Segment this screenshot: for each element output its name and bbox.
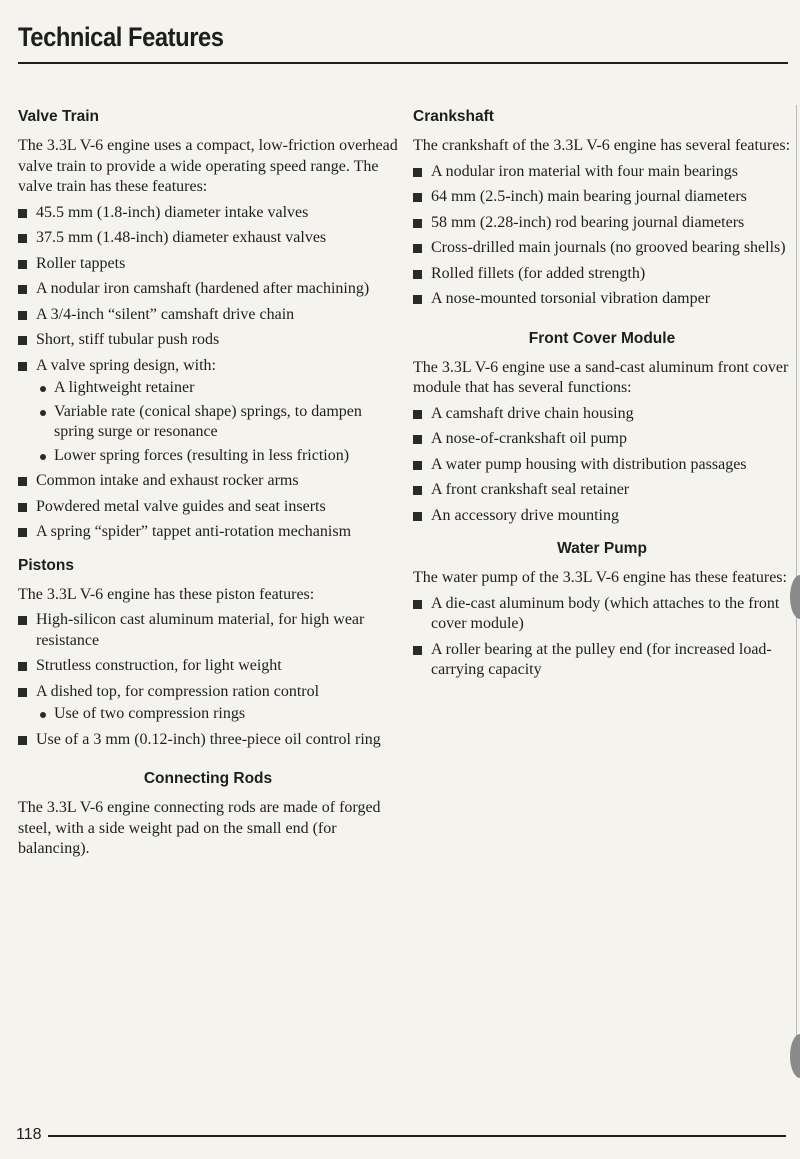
crankshaft-heading: Crankshaft bbox=[413, 108, 494, 125]
square-bullet-icon bbox=[18, 260, 27, 269]
list-item: Common intake and exhaust rocker arms bbox=[18, 471, 398, 492]
square-bullet-icon bbox=[18, 336, 27, 345]
square-bullet-icon bbox=[18, 311, 27, 320]
page-number: 118 bbox=[16, 1126, 42, 1143]
sub-list-item: Variable rate (conical shape) springs, to dampen spring surge or resonance bbox=[36, 402, 398, 443]
valve-train-heading: Valve Train bbox=[18, 108, 99, 125]
round-bullet-icon bbox=[40, 454, 46, 460]
list-item: A nose-of-crankshaft oil pump bbox=[413, 429, 791, 450]
crankshaft-intro: The crankshaft of the 3.3L V-6 engine has several features: bbox=[413, 137, 791, 154]
square-bullet-icon bbox=[413, 193, 422, 202]
square-bullet-icon bbox=[413, 646, 422, 655]
binder-hole-icon bbox=[790, 575, 800, 619]
list-item: High-silicon cast aluminum material, for high wear resistance bbox=[18, 610, 398, 651]
crankshaft-list bbox=[413, 162, 791, 310]
square-bullet-icon bbox=[413, 435, 422, 444]
square-bullet-icon bbox=[18, 477, 27, 486]
list-item: A valve spring design, with: A lightweight retainer Variable rate (conical shape) springs, to dampen spring surge or resonance Lower spring forces (resulting in less friction) bbox=[18, 356, 398, 467]
right-column bbox=[413, 107, 791, 686]
square-bullet-icon bbox=[413, 486, 422, 495]
connecting-rods-text: The 3.3L V-6 engine connecting rods are made of forged steel, with a side weight pad on the small end (for balancing). bbox=[18, 799, 381, 857]
list-item: An accessory drive mounting bbox=[413, 506, 791, 527]
square-bullet-icon bbox=[18, 736, 27, 745]
page-title: Technical Features bbox=[18, 22, 224, 52]
round-bullet-icon bbox=[40, 410, 46, 416]
list-item: A front crankshaft seal retainer bbox=[413, 480, 791, 501]
dished-top-sublist bbox=[36, 704, 398, 725]
square-bullet-icon bbox=[18, 503, 27, 512]
list-item: 45.5 mm (1.8-inch) diameter intake valves bbox=[18, 203, 398, 224]
front-cover-list bbox=[413, 404, 791, 527]
list-item: A nodular iron camshaft (hardened after machining) bbox=[18, 279, 398, 300]
square-bullet-icon bbox=[18, 528, 27, 537]
list-item: Rolled fillets (for added strength) bbox=[413, 264, 791, 285]
left-column bbox=[18, 107, 398, 865]
list-item: A 3/4-inch “silent” camshaft drive chain bbox=[18, 305, 398, 326]
title-rule bbox=[18, 62, 788, 64]
valve-train-intro: The 3.3L V-6 engine uses a compact, low-friction overhead valve train to provide a wide operating speed range. The valve train has these features: bbox=[18, 137, 398, 195]
round-bullet-icon bbox=[40, 712, 46, 718]
pistons-heading: Pistons bbox=[18, 556, 74, 574]
list-item: A nodular iron material with four main bearings bbox=[413, 162, 791, 183]
square-bullet-icon bbox=[413, 461, 422, 470]
square-bullet-icon bbox=[413, 219, 422, 228]
list-item: Strutless construction, for light weight bbox=[18, 656, 398, 677]
square-bullet-icon bbox=[18, 616, 27, 625]
connecting-rods-heading: Connecting Rods bbox=[143, 770, 273, 787]
square-bullet-icon bbox=[413, 270, 422, 279]
sub-list-item: A lightweight retainer bbox=[36, 378, 398, 399]
footer-rule bbox=[48, 1135, 786, 1137]
sub-list-item: Lower spring forces (resulting in less friction) bbox=[36, 446, 398, 467]
sub-list-item: Use of two compression rings bbox=[36, 704, 398, 725]
square-bullet-icon bbox=[413, 410, 422, 419]
square-bullet-icon bbox=[413, 168, 422, 177]
pistons-intro: The 3.3L V-6 engine has these piston features: bbox=[18, 585, 315, 603]
list-item: Short, stiff tubular push rods bbox=[18, 330, 398, 351]
list-item: A camshaft drive chain housing bbox=[413, 404, 791, 425]
square-bullet-icon bbox=[18, 234, 27, 243]
water-pump-intro: The water pump of the 3.3L V-6 engine has these features: bbox=[413, 569, 787, 586]
list-item: Use of a 3 mm (0.12-inch) three-piece oil control ring bbox=[18, 730, 398, 751]
list-item: A water pump housing with distribution passages bbox=[413, 455, 791, 476]
square-bullet-icon bbox=[18, 362, 27, 371]
round-bullet-icon bbox=[40, 386, 46, 392]
water-pump-list bbox=[413, 594, 791, 681]
square-bullet-icon bbox=[18, 688, 27, 697]
list-item: Roller tappets bbox=[18, 254, 398, 275]
list-item: 64 mm (2.5-inch) main bearing journal diameters bbox=[413, 187, 791, 208]
front-cover-heading: Front Cover Module bbox=[528, 329, 676, 347]
list-item: A die-cast aluminum body (which attaches to the front cover module) bbox=[413, 594, 791, 635]
square-bullet-icon bbox=[18, 285, 27, 294]
list-item: A spring “spider” tappet anti-rotation mechanism bbox=[18, 522, 398, 543]
list-item: A dished top, for compression ration control Use of two compression rings bbox=[18, 682, 398, 725]
list-item: Cross-drilled main journals (no grooved bearing shells) bbox=[413, 238, 791, 259]
list-item: A roller bearing at the pulley end (for increased load-carrying capacity bbox=[413, 640, 791, 681]
square-bullet-icon bbox=[413, 244, 422, 253]
binder-hole-icon bbox=[790, 1034, 800, 1078]
square-bullet-icon bbox=[413, 600, 422, 609]
square-bullet-icon bbox=[18, 209, 27, 218]
list-item: 37.5 mm (1.48-inch) diameter exhaust valves bbox=[18, 228, 398, 249]
square-bullet-icon bbox=[18, 662, 27, 671]
pistons-list bbox=[18, 610, 398, 750]
water-pump-heading: Water Pump bbox=[557, 540, 647, 557]
square-bullet-icon bbox=[413, 295, 422, 304]
valve-train-list bbox=[18, 203, 398, 543]
list-item: 58 mm (2.28-inch) rod bearing journal diameters bbox=[413, 213, 791, 234]
front-cover-intro: The 3.3L V-6 engine use a sand-cast aluminum front cover module that has several functions: bbox=[413, 358, 789, 396]
valve-spring-sublist bbox=[36, 378, 398, 466]
list-item: A nose-mounted torsonial vibration damper bbox=[413, 289, 791, 310]
square-bullet-icon bbox=[413, 512, 422, 521]
list-item: Powdered metal valve guides and seat inserts bbox=[18, 497, 398, 518]
